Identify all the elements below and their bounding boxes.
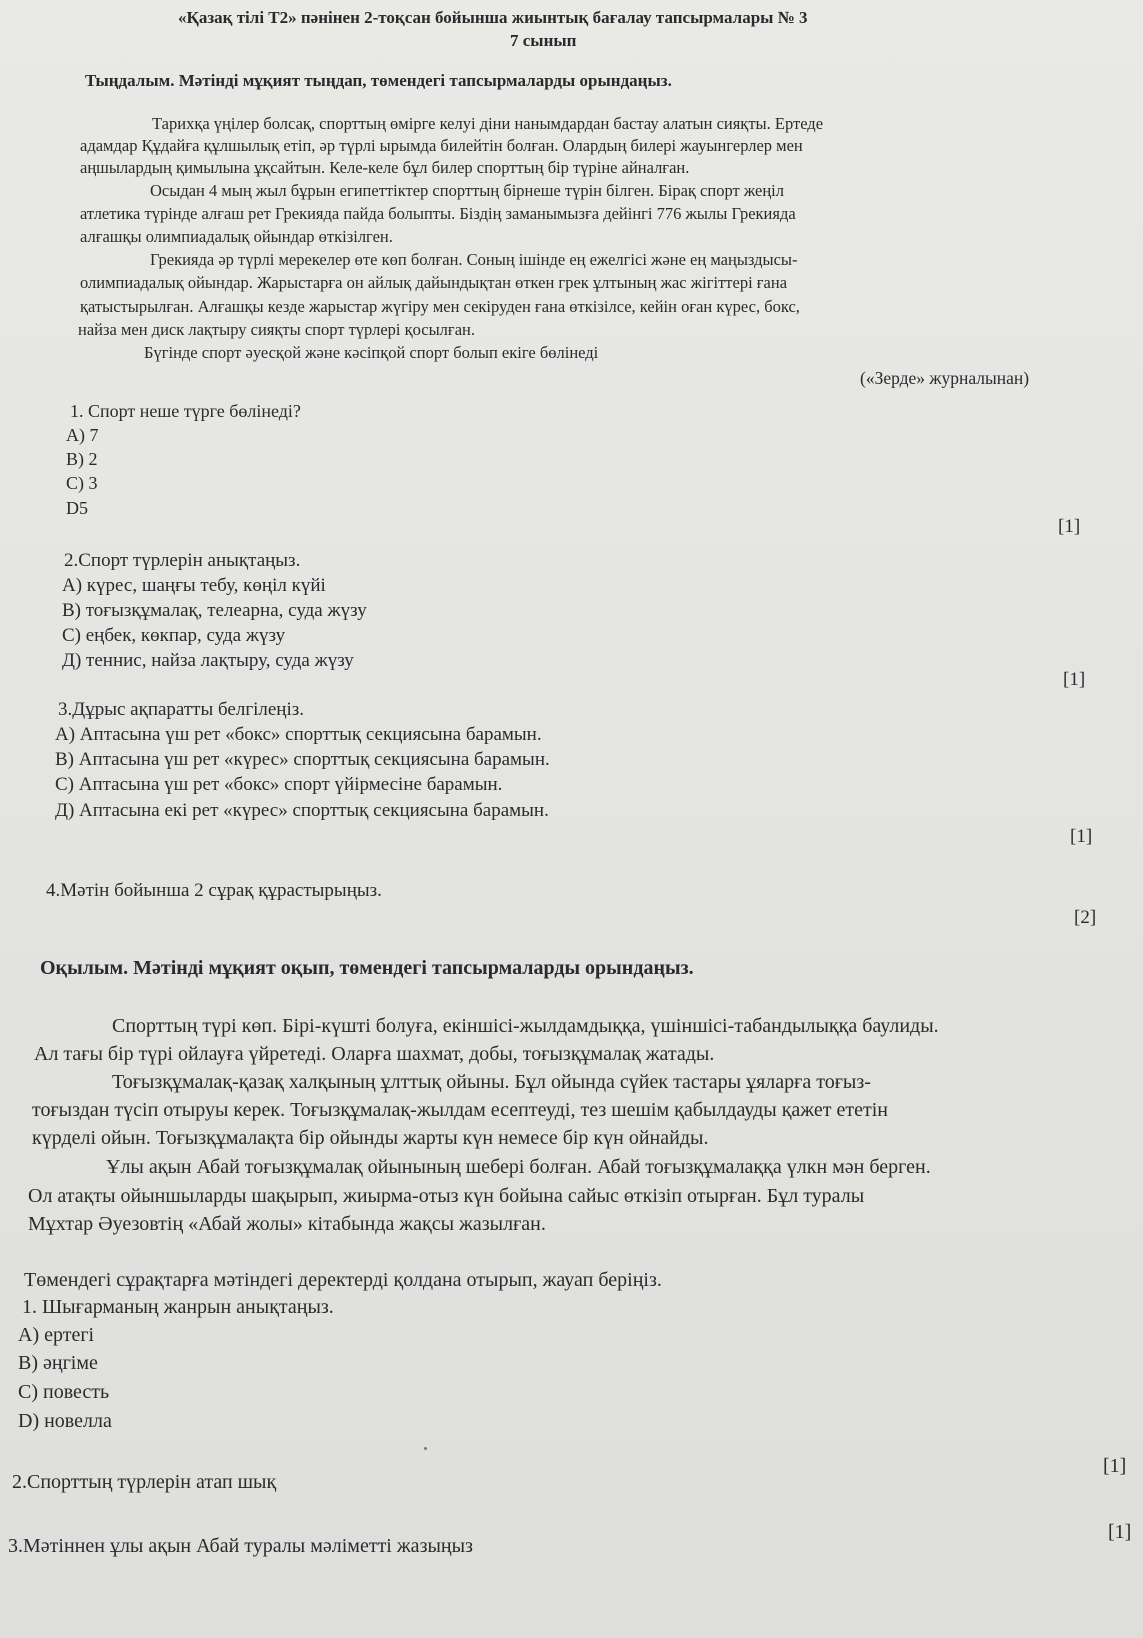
answer-option: D5	[66, 498, 88, 518]
reading-text-line: Ал тағы бір түрі ойлауға үйретеді. Оларға шахмат, добы, тоғызқұмалақ жатады.	[34, 1043, 715, 1065]
document-title: «Қазақ тілі Т2» пәнінен 2-тоқсан бойынша жиынтық бағалау тапсырмалары № 3	[178, 8, 808, 27]
answer-option: С) еңбек, көкпар, суда жүзу	[62, 625, 286, 646]
answer-option: В) әңгіме	[18, 1352, 98, 1374]
score-marker: [1]	[1070, 826, 1093, 847]
listening-text-line: Осыдан 4 мың жыл бұрын египеттіктер спорттың бірнеше түрін білген. Бірақ спорт жеңіл	[150, 181, 784, 200]
score-marker: [1]	[1108, 1521, 1132, 1543]
reading-text-line: Спорттың түрі көп. Бірі-күшті болуға, екіншісі-жылдамдыққа, үшіншісі-табандылыққа баулиды.	[112, 1015, 939, 1037]
reading-question-1: 1. Шығарманың жанрын анықтаңыз.	[22, 1296, 334, 1318]
answer-option: D) новелла	[18, 1410, 112, 1432]
listening-text-line: аңшылардың қимылына ұқсайтын. Келе-келе бұл билер спорттың бір түріне айналған.	[80, 158, 690, 177]
answer-option: В) тоғызқұмалақ, телеарна, суда жүзу	[62, 600, 367, 621]
listening-question-4: 4.Мәтін бойынша 2 сұрақ құрастырыңыз.	[46, 880, 382, 901]
grade-label: 7 сынып	[510, 31, 577, 50]
reading-text-line: тоғыздан түсіп отыруы керек. Тоғызқұмалақ-жылдам есептеуді, тез шешім қабылдауды қажет ететін	[32, 1099, 888, 1121]
reading-text-line: Мұхтар Әуезовтің «Абай жолы» кітабында жақсы жазылған.	[28, 1213, 546, 1235]
answer-option: С) Аптасына үш рет «бокс» спорт үйірмесіне барамын.	[55, 774, 503, 795]
text-source: («Зерде» журналынан)	[860, 368, 1030, 388]
reading-question-2: 2.Спорттың түрлерін атап шық	[12, 1471, 277, 1493]
reading-instruction: Төмендегі сұрақтарға мәтіндегі деректерді қолдана отырып, жауап беріңіз.	[24, 1269, 662, 1291]
listening-heading: Тыңдалым. Мәтінді мұқият тыңдап, төмендегі тапсырмаларды орындаңыз.	[85, 71, 672, 90]
answer-option: А) 7	[66, 425, 99, 445]
listening-text-line: адамдар Құдайға құлшылық етіп, әр түрлі ырымда билейтін болған. Олардың билері жауынгерлер мен	[80, 136, 803, 155]
score-marker: [1]	[1063, 669, 1086, 690]
answer-option: С) 3	[66, 473, 98, 493]
answer-option: Д) теннис, найза лақтыру, суда жүзу	[62, 650, 354, 671]
listening-question-1: 1. Спорт неше түрге бөлінеді?	[70, 401, 301, 421]
reading-heading: Оқылым. Мәтінді мұқият оқып, төмендегі тапсырмаларды орындаңыз.	[40, 957, 694, 979]
answer-option: С) повесть	[18, 1381, 110, 1403]
listening-text-line: атлетика түрінде алғаш рет Грекияда пайда болыпты. Біздің заманымызға дейінгі 776 жылы Грекияда	[80, 204, 796, 223]
listening-text-line: найза мен диск лақтыру сияқты спорт түрлері қосылған.	[78, 320, 475, 339]
answer-option: А) Аптасына үш рет «бокс» спорттық секциясына барамын.	[55, 724, 542, 745]
score-marker: [1]	[1058, 516, 1081, 537]
score-marker: [1]	[1103, 1455, 1127, 1477]
reading-text-line: Тоғызқұмалақ-қазақ халқының ұлттық ойыны. Бұл ойында сүйек тастары ұяларға тоғыз-	[112, 1071, 871, 1093]
answer-option: Д) Аптасына екі рет «күрес» спорттық секциясына барамын.	[55, 800, 549, 821]
listening-text-line: Грекияда әр түрлі мерекелер өте көп болған. Соның ішінде ең ежелгісі және ең маңыздысы-	[150, 250, 798, 269]
answer-option: А) ертегі	[18, 1324, 95, 1346]
answer-option: В) Аптасына үш рет «күрес» спорттық секциясына барамын.	[55, 749, 550, 770]
reading-text-line: Ол атақты ойыншыларды шақырып, жиырма-отыз күн бойына сайыс өткізіп отырған. Бұл туралы	[28, 1185, 865, 1207]
reading-text-line: күрделі ойын. Тоғызқұмалақта бір ойынды жарты күн немесе бір күн ойнайды.	[32, 1127, 709, 1149]
reading-question-3: 3.Мәтіннен ұлы ақын Абай туралы мәліметті жазыңыз	[8, 1535, 473, 1557]
listening-text-line: Тарихқа үңілер болсақ, спорттың өмірге келуі діни нанымдардан бастау алатын сияқты. Ертеде	[152, 114, 824, 133]
score-marker: [2]	[1074, 907, 1097, 928]
listening-text-line: Бүгінде спорт әуесқой және кәсіпқой спорт болып екіге бөлінеді	[144, 343, 599, 362]
listening-text-line: қатыстырылған. Алғашқы кезде жарыстар жүгіру мен секіруден ғана өткізілсе, кейін оған күрес, бокс,	[80, 297, 800, 316]
answer-option: В) 2	[66, 449, 98, 469]
reading-text-line: Ұлы ақын Абай тоғызқұмалақ ойынының шебері болған. Абай тоғызқұмалаққа үлкн мән берген.	[106, 1156, 931, 1178]
listening-question-3: 3.Дұрыс ақпаратты белгілеңіз.	[58, 699, 305, 720]
paper-speck	[424, 1447, 427, 1450]
listening-text-line: алғашқы олимпиадалық ойындар өткізілген.	[80, 227, 393, 246]
answer-option: А) күрес, шаңғы тебу, көңіл күйі	[62, 575, 326, 596]
listening-question-2: 2.Спорт түрлерін анықтаңыз.	[64, 550, 301, 571]
listening-text-line: олимпиадалық ойындар. Жарыстарға он айлық дайындықтан өткен грек ұлтының жас жігіттері ғана	[80, 273, 788, 292]
